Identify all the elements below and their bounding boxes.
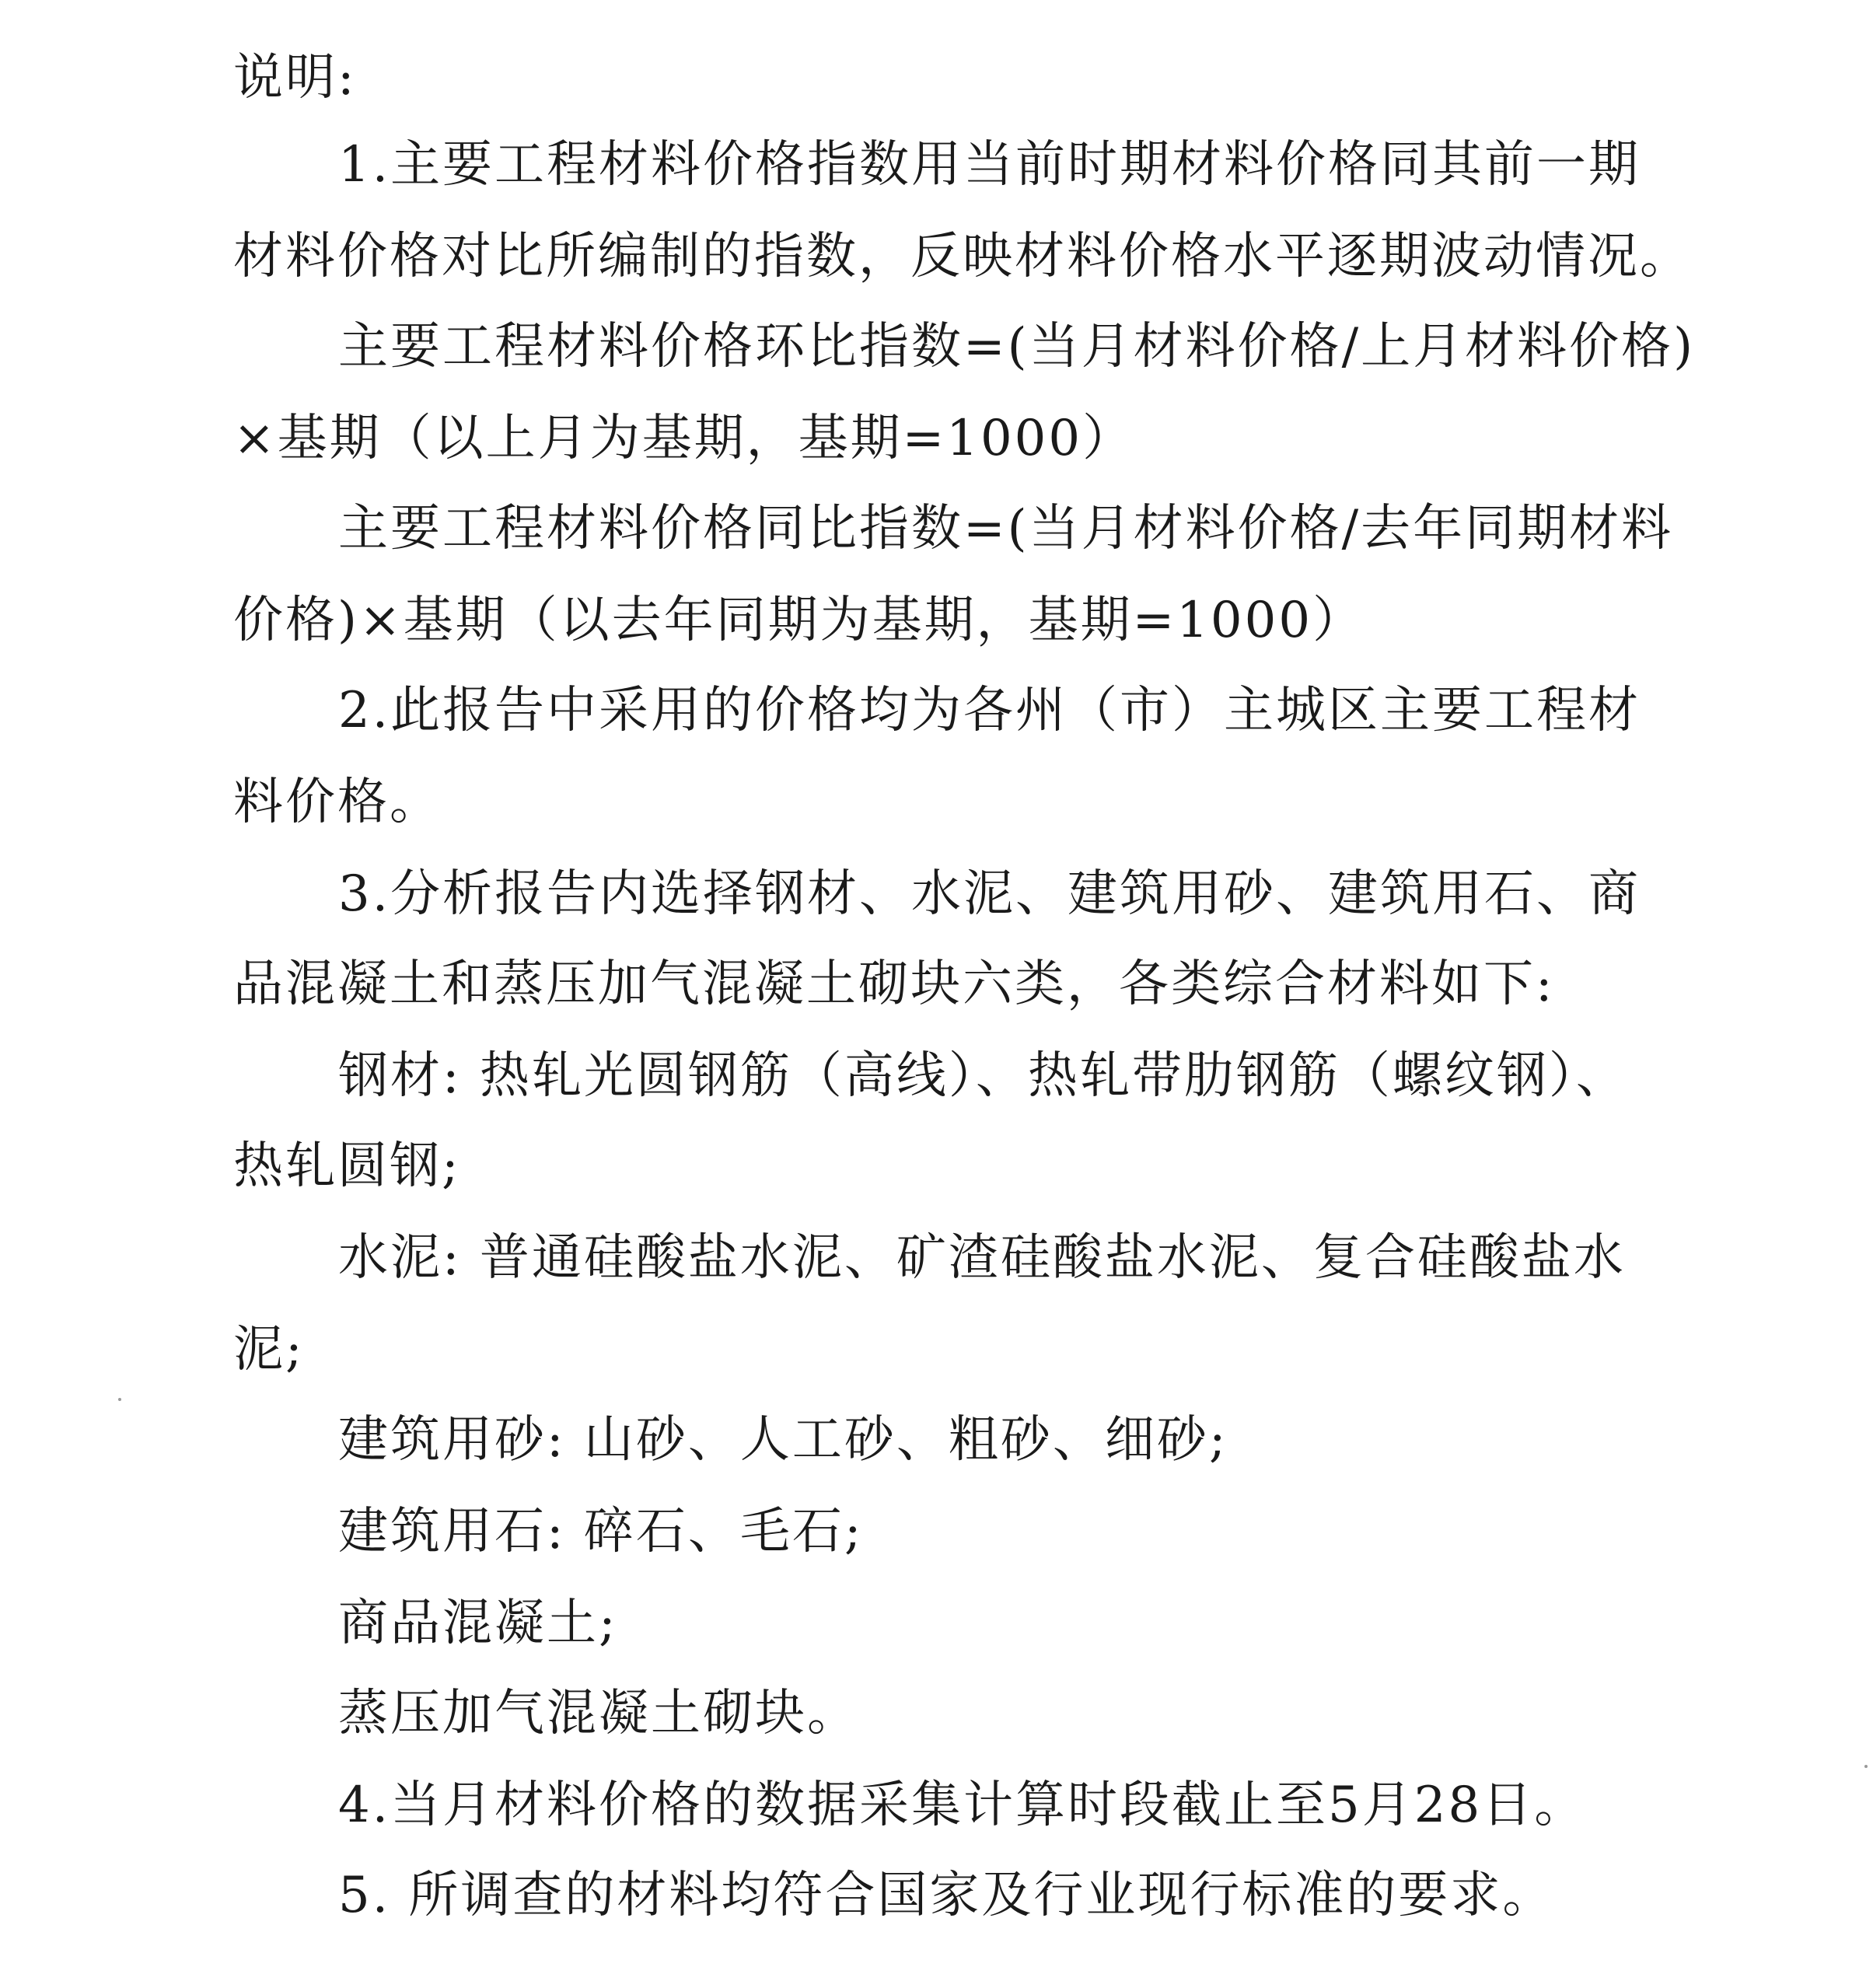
stone-line: 建筑用石: 碎石、毛石; [338,1503,864,1560]
steel-line-2: 热轧圆钢; [233,1137,461,1195]
cement-line-2: 泥; [233,1321,305,1378]
scan-speck [1864,1765,1868,1768]
scan-speck [118,1398,121,1401]
heading-shuoming: 说明: [233,49,357,107]
concrete-line: 商品混凝土; [338,1595,618,1652]
sand-line: 建筑用砂: 山砂、人工砂、粗砂、细砂; [338,1411,1228,1469]
aac-block-line: 蒸压加气混凝土砌块。 [338,1685,859,1742]
paragraph-3-line-2: 品混凝土和蒸压加气混凝土砌块六类，各类综合材料如下: [233,956,1555,1013]
paragraph-3-line-1: 3.分析报告内选择钢材、水泥、建筑用砂、建筑用石、商 [338,865,1641,923]
paragraph-5-line: 5. 所调查的材料均符合国家及行业现行标准的要求。 [338,1867,1555,1924]
steel-line-1: 钢材: 热轧光圆钢筋（高线）、热轧带肋钢筋（螺纹钢）、 [338,1047,1628,1105]
cement-line-1: 水泥: 普通硅酸盐水泥、矿渣硅酸盐水泥、复合硅酸盐水 [338,1229,1626,1287]
paragraph-4-line: 4.当月材料价格的数据采集计算时段截止至5月28日。 [338,1777,1587,1834]
formula-yoy-line-1: 主要工程材料价格同比指数=(当月材料价格/去年同期材料 [338,500,1674,557]
formula-mom-line-2: ×基期（以上月为基期，基期=1000） [233,410,1135,467]
formula-mom-line-1: 主要工程材料价格环比指数=(当月材料价格/上月材料价格) [338,318,1696,376]
paragraph-2-line-1: 2.此报告中采用的价格均为各州（市）主城区主要工程材 [338,682,1641,739]
paragraph-1-line-2: 材料价格对比所编制的指数，反映材料价格水平逐期波动情况。 [233,228,1692,285]
formula-yoy-line-2: 价格)×基期（以去年同期为基期，基期=1000） [233,592,1365,649]
paragraph-2-line-2: 料价格。 [233,774,442,831]
paragraph-1-line-1: 1.主要工程材料价格指数用当前时期材料价格同其前一期 [338,136,1641,194]
